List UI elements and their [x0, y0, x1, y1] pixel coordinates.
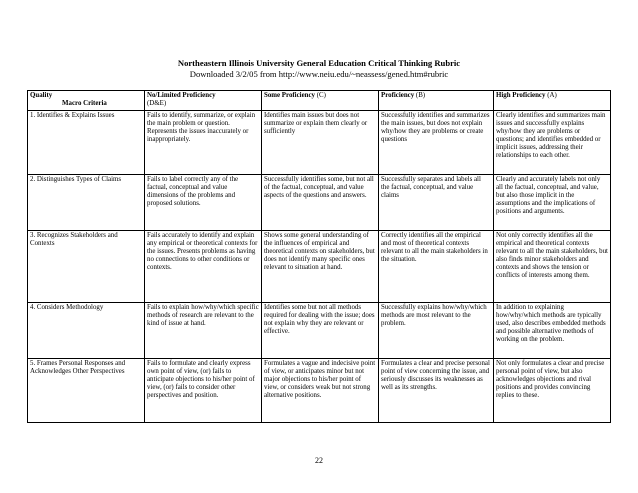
rubric-cell: Fails to label correctly any of the factual, conceptual and value dimensions of the problems and proposed solutions.: [145, 175, 262, 231]
document-title: Northeastern Illinois University General Education Critical Thinking Rubric: [177, 58, 461, 68]
column-header-sub: (D&E): [147, 99, 167, 107]
column-header-quality: [28, 91, 145, 111]
rubric-cell: Fails accurately to identify and explain any empirical or theoretical contexts for the issues. Presents problems as having no connections to other conditions or contexts.: [145, 231, 262, 303]
rubric-cell: Fails to formulate and clearly express own point of view, (or) fails to anticipate objections to his/her point of view, (or) fails to consider other perspectives and position.: [145, 359, 262, 423]
table-row: [28, 231, 611, 303]
rubric-cell: Fails to explain how/why/which specific methods of research are relevant to the kind of issue at hand.: [145, 303, 262, 359]
page-number: 22: [315, 456, 323, 465]
column-header-proficiency: [379, 91, 494, 111]
rubric-cell: Formulates a clear and precise personal point of view concerning the issue, and seriously discusses its weaknesses as well as its strengths.: [379, 359, 494, 423]
table-row: [28, 111, 611, 175]
column-header-label: High Proficiency: [496, 92, 546, 99]
rubric-cell: Successfully identifies some, but not all of the factual, conceptual, and value aspects of the questions and answers.: [262, 175, 379, 231]
rubric-cell: Shows some general understanding of the influences of empirical and theoretical contexts on stakeholders, but does not identify many specific ones relevant to situation at hand.: [262, 231, 379, 303]
document-source: Downloaded 3/2/05 from http://www.neiu.edu/~neassess/gened.htm#rubric: [189, 69, 449, 79]
document-header: [0, 58, 638, 80]
criteria-cell: 2. Distinguishes Types of Claims: [28, 175, 145, 231]
rubric-cell: Not only correctly identifies all the empirical and theoretical contexts relevant to all the main stakeholders, but also finds minor stakeholders and contexts and shows the tension or conflicts of interests among them.: [494, 231, 611, 303]
column-header-label: Some Proficiency: [264, 92, 315, 99]
rubric-cell: Clearly identifies and summarizes main issues and successfully explains why/how they are problems or questions; and identifies embedded or implicit issues, addressing their relationships to each other.: [494, 111, 611, 175]
criteria-cell: 3. Recognizes Stakeholders and Contexts: [28, 231, 145, 303]
column-header-sub: (A): [547, 92, 557, 99]
column-header-sub: (B): [415, 92, 426, 99]
table-row: [28, 175, 611, 231]
rubric-cell: Identifies main issues but does not summarize or explain them clearly or sufficiently: [262, 111, 379, 175]
column-header-sub: (C): [316, 92, 326, 99]
rubric-cell: Clearly and accurately labels not only all the factual, conceptual, and value, but also those implicit in the assumptions and the implications of positions and arguments.: [494, 175, 611, 231]
table-row: [28, 359, 611, 423]
criteria-cell: 5. Frames Personal Responses and Acknowledges Other Perspectives: [28, 359, 145, 423]
rubric-cell: Identifies some but not all methods required for dealing with the issue; does not explain why they are relevant or effective.: [262, 303, 379, 359]
column-header-label: Quality: [30, 92, 53, 99]
rubric-cell: In addition to explaining how/why/which methods are typically used, also describes embedded methods and possible alternative methods of working on the problem.: [494, 303, 611, 359]
rubric-cell: Not only formulates a clear and precise personal point of view, but also acknowledges objections and rival positions and provides convincing replies to these.: [494, 359, 611, 423]
column-header-high: [494, 91, 611, 111]
rubric-table: [27, 90, 611, 423]
rubric-cell: Successfully identifies and summarizes the main issues, but does not explain why/how they are problems or create questions: [379, 111, 494, 175]
column-header-label: No/Limited Proficiency: [147, 92, 216, 99]
column-header-sub: Macro Criteria: [62, 99, 107, 107]
table-header-row: [28, 91, 611, 111]
column-header-label: Proficiency: [381, 92, 415, 99]
column-header-some: [262, 91, 379, 111]
criteria-cell: 4. Considers Methodology: [28, 303, 145, 359]
table-row: [28, 303, 611, 359]
rubric-cell: Correctly identifies all the empirical and most of theoretical contexts relevant to all the main stakeholders in the situation.: [379, 231, 494, 303]
rubric-cell: Fails to identify, summarize, or explain the main problem or question. Represents the issues inaccurately or inappropriately.: [145, 111, 262, 175]
rubric-cell: Formulates a vague and indecisive point of view, or anticipates minor but not major objections to his/her point of view, or considers weak but not strong alternative positions.: [262, 359, 379, 423]
rubric-cell: Successfully explains how/why/which methods are most relevant to the problem.: [379, 303, 494, 359]
rubric-cell: Successfully separates and labels all the factual, conceptual, and value claims: [379, 175, 494, 231]
column-header-no-limited: [145, 91, 262, 111]
criteria-cell: 1. Identifies & Explains Issues: [28, 111, 145, 175]
